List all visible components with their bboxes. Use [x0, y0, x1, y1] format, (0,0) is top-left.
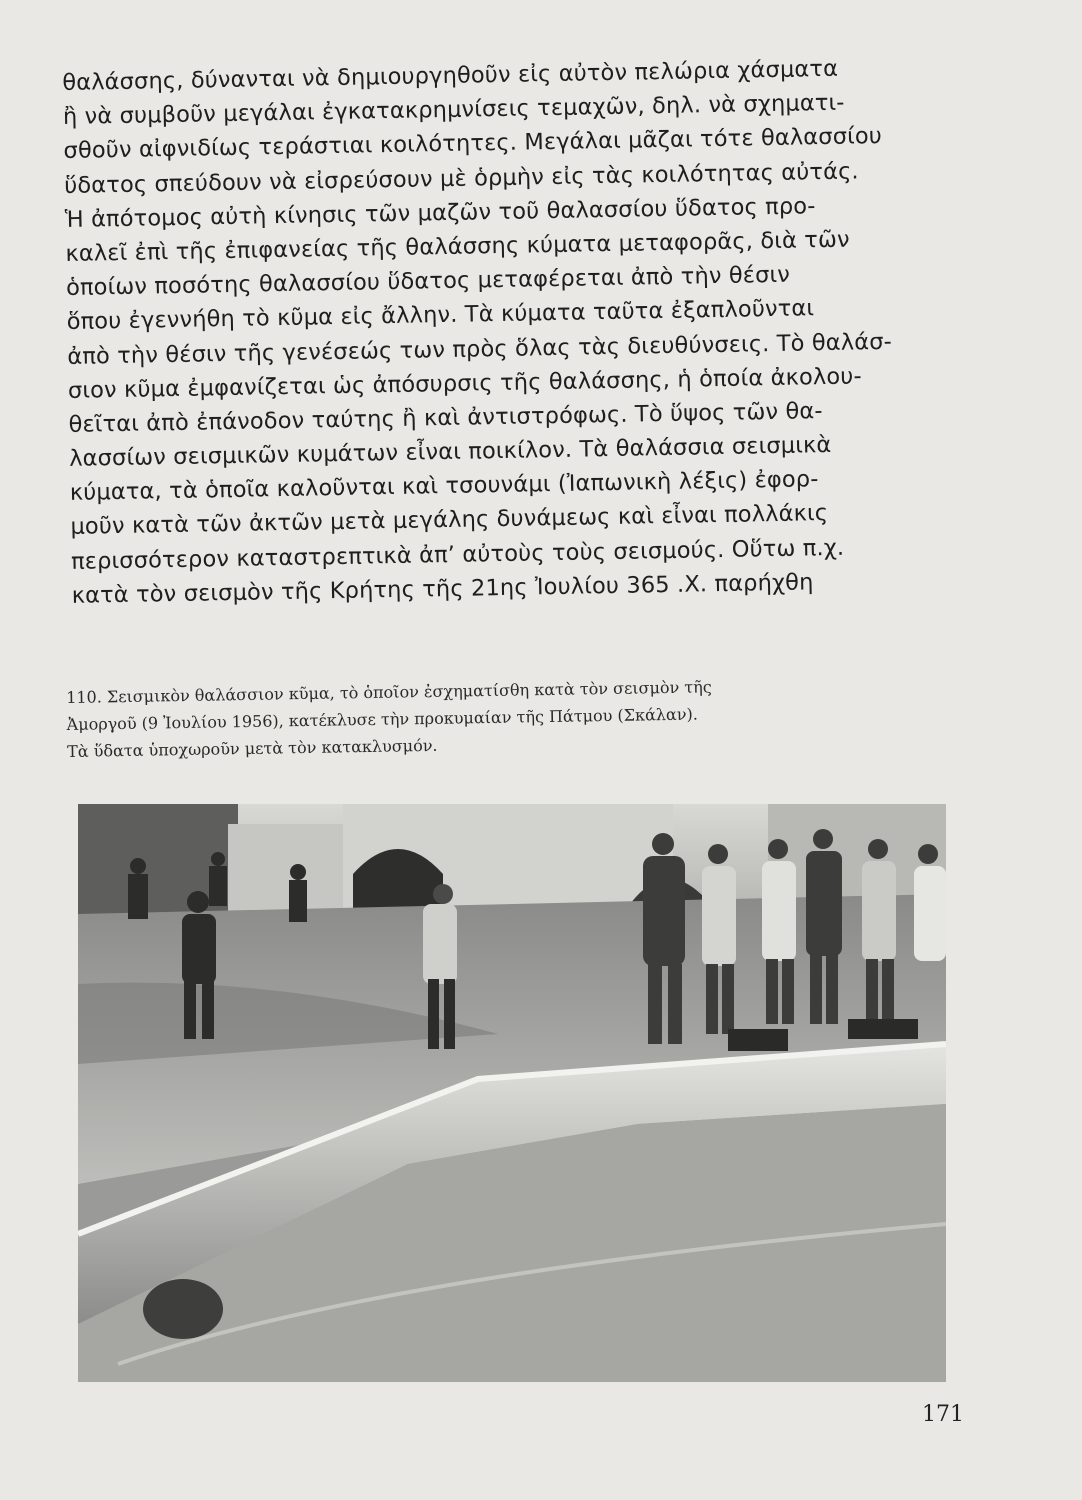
text-line: σθοῦν αἰφνιδίως τεράστιαι κοιλότητες. Μεγάλαι μᾶζαι τότε θαλασσίου [63, 123, 883, 165]
text-line: περισσότερον καταστρεπτικὰ ἀπ’ αὐτοὺς τοὺς σεισμούς. Οὕτω π.χ. [70, 534, 845, 575]
text-line: λασσίων σεισμικῶν κυμάτων εἶναι ποικίλον. Τὰ θαλάσσια σεισμικὰ [68, 432, 832, 472]
figure-caption [66, 669, 947, 765]
text-line: ἢ νὰ συμβοῦν μεγάλαι ἐγκατακρημνίσεις τεμαχῶν, δηλ. νὰ σχηματι- [62, 89, 845, 131]
text-line: μοῦν κατὰ τῶν ἀκτῶν μετὰ μεγάλης δυνάμεως καὶ εἶναι πολλάκις [70, 500, 829, 541]
tsunami-photograph [78, 804, 946, 1382]
text-line: ὁποίων ποσότης θαλασσίου ὕδατος μεταφέρεται ἀπὸ τὴν θέσιν [65, 261, 791, 302]
text-line: θεῖται ἀπὸ ἐπάνοδον ταύτης ἢ καὶ ἀντιστρόφως. Τὸ ὕψος τῶν θα- [68, 397, 823, 438]
caption-line: 110. Σεισμικὸν θαλάσσιον κῦμα, τὸ ὁποῖον ἐσχηματίσθη κατὰ τὸν σεισμὸν τῆς [66, 677, 712, 707]
text-line: καλεῖ ἐπὶ τῆς ἐπιφανείας τῆς θαλάσσης κύματα μεταφορᾶς, διὰ τῶν [65, 226, 850, 267]
text-line: Ἡ ἀπότομος αὐτὴ κίνησις τῶν μαζῶν τοῦ θαλασσίου ὕδατος προ- [64, 192, 816, 233]
text-line: κατὰ τὸν σεισμὸν τῆς Κρήτης τῆς 21ης Ἰουλίου 365 .Χ. παρήχθη [71, 569, 814, 609]
photo-illustration [78, 804, 946, 1382]
caption-line: Τὰ ὕδατα ὑποχωροῦν μετὰ τὸν κατακλυσμόν. [66, 735, 438, 761]
text-line: κύματα, τὰ ὁποῖα καλοῦνται καὶ τσουνάμι (Ἰαπωνικὴ λέξις) ἐφορ- [69, 466, 819, 507]
text-line: θαλάσσης, δύνανται νὰ δημιουργηθοῦν εἰς αὐτὸν πελώρια χάσματα [62, 55, 839, 96]
body-text [62, 50, 962, 613]
text-line: σιον κῦμα ἐμφανίζεται ὡς ἀπόσυρσις τῆς θαλάσσης, ἡ ὁποία ἀκολου- [67, 363, 862, 404]
page-number: 171 [922, 1402, 964, 1427]
caption-line: Ἀμοργοῦ (9 Ἰουλίου 1956), κατέκλυσε τὴν προκυμαίαν τῆς Πάτμου (Σκάλαν). [66, 704, 698, 734]
text-line: ἀπὸ τὴν θέσιν τῆς γενέσεώς των πρὸς ὅλας τὰς διευθύνσεις. Τὸ θαλάσ- [67, 328, 893, 370]
text-line: ὕδατος σπεύδουν νὰ εἰσρεύσουν μὲ ὁρμὴν εἰς τὰς κοιλότητας αὐτάς. [63, 157, 859, 199]
text-line: ὅπου ἐγεννήθη τὸ κῦμα εἰς ἄλλην. Τὰ κύματα ταῦτα ἐξαπλοῦνται [66, 295, 815, 336]
